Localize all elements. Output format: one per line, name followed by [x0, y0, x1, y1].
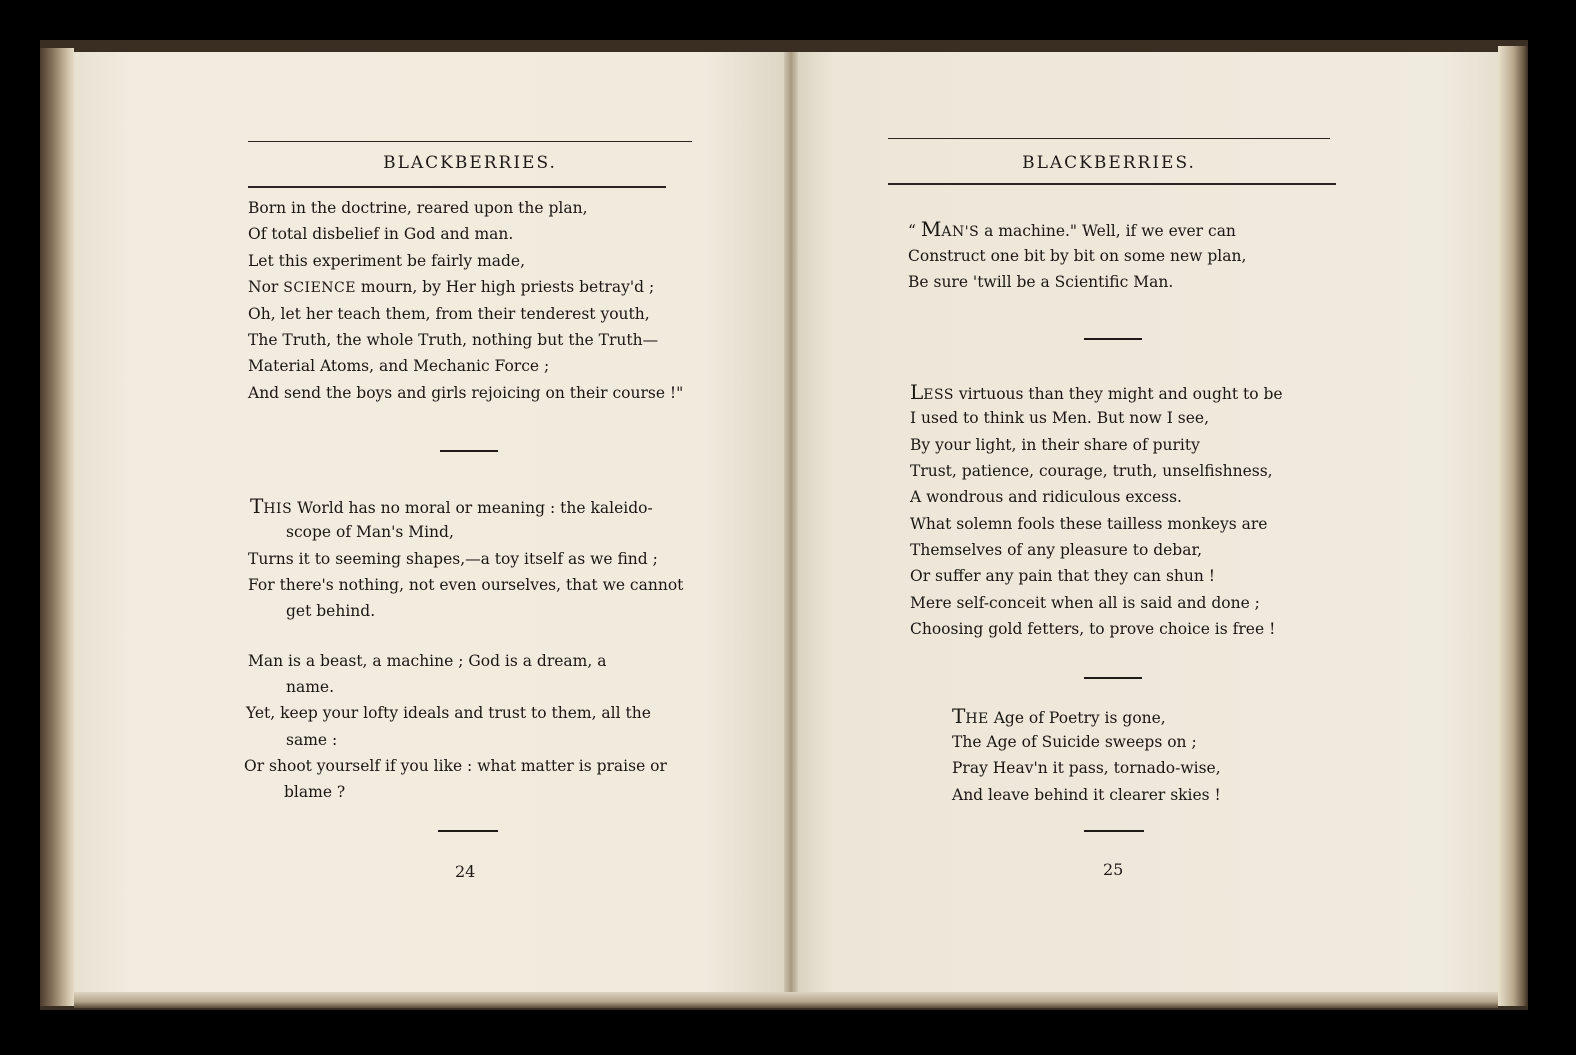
- right-s2-line: Or suffer any pain that they can shun !: [910, 567, 1216, 585]
- left-s2-line: get behind.: [286, 602, 376, 620]
- left-s1-line: Of total disbelief in God and man.: [248, 225, 514, 243]
- book-gutter: [784, 52, 798, 1007]
- left-s3-line: Or shoot yourself if you like : what matter is praise or: [244, 757, 667, 775]
- book-bottom-edge: [74, 992, 1498, 1008]
- left-s3-line: blame ?: [284, 783, 346, 801]
- left-s3-line: same :: [286, 731, 338, 749]
- page-number-25: 25: [1103, 860, 1124, 879]
- right-separator-1: [1084, 338, 1142, 340]
- book-edge-right: [1498, 46, 1528, 1006]
- drop-cap: L: [910, 380, 924, 404]
- left-s1-line: Oh, let her teach them, from their tenderest youth,: [248, 305, 650, 323]
- right-s3-line: And leave behind it clearer skies !: [952, 786, 1221, 804]
- right-s1-line: “ MAN'S a machine." Well, if we ever can: [908, 217, 1236, 241]
- left-s1-line: Born in the doctrine, reared upon the plan,: [248, 199, 588, 217]
- right-head-rule-top: [888, 138, 1330, 139]
- right-s2-line: What solemn fools these tailless monkeys are: [910, 515, 1268, 533]
- right-s3-line: The Age of Suicide sweeps on ;: [952, 733, 1197, 751]
- word-science: SCIENCE: [283, 280, 356, 296]
- drop-cap: T: [250, 494, 264, 518]
- right-s2-line: Trust, patience, courage, truth, unselfishness,: [910, 462, 1273, 480]
- left-separator-1: [440, 450, 498, 452]
- left-head-rule-top: [248, 141, 692, 142]
- left-head-rule-bottom: [248, 186, 666, 188]
- right-running-head: BLACKBERRIES.: [1022, 153, 1196, 173]
- word-nor: Nor: [248, 278, 279, 296]
- left-s1-line: And send the boys and girls rejoicing on their course !": [248, 384, 684, 402]
- left-s2-line: THIS World has no moral or meaning : the kaleido-: [250, 494, 653, 518]
- right-s1-line: Be sure 'twill be a Scientific Man.: [908, 273, 1174, 291]
- right-s2-line: Choosing gold fetters, to prove choice is free !: [910, 620, 1276, 638]
- left-s1-line: Material Atoms, and Mechanic Force ;: [248, 357, 550, 375]
- left-s1-line: The Truth, the whole Truth, nothing but the Truth—: [248, 331, 659, 349]
- right-s3-line: THE Age of Poetry is gone,: [952, 704, 1166, 728]
- right-s2-line: Themselves of any pleasure to debar,: [910, 541, 1203, 559]
- right-s1-line: Construct one bit by bit on some new plan,: [908, 247, 1247, 265]
- right-s2-line: I used to think us Men. But now I see,: [910, 409, 1210, 427]
- right-separator-2: [1084, 677, 1142, 679]
- left-s3-line: Yet, keep your lofty ideals and trust to them, all the: [246, 704, 651, 722]
- right-separator-3: [1084, 830, 1144, 832]
- right-s2-line: LESS virtuous than they might and ought to be: [910, 380, 1283, 404]
- left-s1-line: [248, 280, 654, 296]
- left-s2-line: scope of Man's Mind,: [286, 523, 454, 541]
- left-s3-line: name.: [286, 678, 335, 696]
- right-s2-line: Mere self-conceit when all is said and done ;: [910, 594, 1260, 612]
- drop-cap: M: [920, 217, 942, 241]
- drop-cap: T: [952, 704, 966, 728]
- left-separator-2: [438, 830, 498, 832]
- left-s2-line: Turns it to seeming shapes,—a toy itself as we find ;: [248, 550, 658, 568]
- page-number-24: 24: [455, 862, 476, 881]
- left-s1-line: Let this experiment be fairly made,: [248, 252, 526, 270]
- right-head-rule-bottom: [888, 183, 1336, 185]
- left-s3-line: Man is a beast, a machine ; God is a dream, a: [248, 652, 607, 670]
- left-running-head: BLACKBERRIES.: [383, 153, 557, 173]
- book-edge-left: [40, 48, 74, 1006]
- right-s2-line: A wondrous and ridiculous excess.: [910, 488, 1182, 506]
- right-s2-line: By your light, in their share of purity: [910, 436, 1200, 454]
- right-s3-line: Pray Heav'n it pass, tornado-wise,: [952, 759, 1221, 777]
- line-rest: mourn, by Her high priests betray'd ;: [360, 278, 655, 296]
- left-s2-line: For there's nothing, not even ourselves, that we cannot: [248, 576, 684, 594]
